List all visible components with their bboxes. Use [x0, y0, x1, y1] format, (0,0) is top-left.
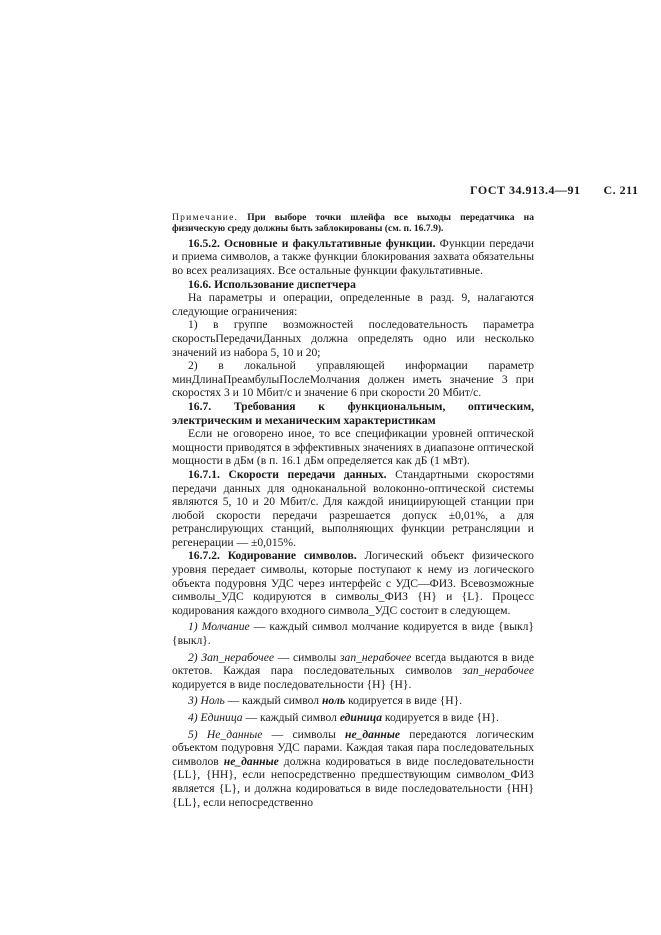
- section-16-5-2: [172, 237, 534, 278]
- section-text: Функции передачи и приема символов, а также функции блокирования захвата обязательны во всех реализациях. Все остальные функции факультативные.: [172, 236, 535, 277]
- section-text: Стандартными скоростями передачи данных для одноканальной волоконно-оптической системы являются 5, 10 и 20 Мбит/с. Для каждой инициирующей станции при любой скорости передачи разрешается допуск ±0,01%, а для ретранслирующих станций, выполняющих функции ретрансляции и регенерации — ±0,015%.: [172, 467, 534, 549]
- section-title: 16.7.1. Скорости передачи данных.: [188, 467, 387, 481]
- list-item-2: 2) Зап_нерабочее — символы зап_нерабочее всегда выдаются в виде октетов. Каждая пара последовательных символов зап_нерабочее кодируется в виде последовательности {H} {H}.: [172, 650, 534, 691]
- page-number: С. 211: [603, 183, 639, 197]
- section-16-6-item-1: 1) в группе возможностей последовательность параметра скоростьПередачиДанных должна определять одно или несколько значений из набора 5, 10 и 20;: [172, 318, 534, 359]
- body-text: [172, 212, 534, 809]
- section-16-7-text: Если не оговорено иное, то все спецификации уровней оптической мощности приводятся в эффективных значениях в диапазоне оптической мощности в дБм (в п. 16.1 дБм определяется как дБ (1 мВт).: [172, 427, 534, 468]
- section-16-7-2: [172, 549, 534, 617]
- section-title: 16.5.2. Основные и факультативные функции.: [188, 236, 436, 250]
- section-text: Логический объект физического уровня передает символы, которые поступают к нему из логического объекта подуровня УДС через интерфейс с УДС—ФИЗ. Всевозможные символы_УДС кодируются в символы_ФИЗ {H} и {L}. Процесс кодирования каждого входного символа_УДС состоит в следующем.: [172, 549, 534, 617]
- section-title: 16.7.2. Кодирование символов.: [188, 549, 357, 563]
- page-header: [470, 183, 650, 198]
- section-16-7-1: [172, 468, 534, 550]
- standard-number: ГОСТ 34.913.4—91: [470, 183, 581, 197]
- list-item-1: 1) Молчание — каждый символ молчание кодируется в виде {выкл} {выкл}.: [172, 620, 534, 648]
- note-label: Примечание.: [172, 212, 239, 223]
- list-item-4: 4) Единица — каждый символ единица кодируется в виде {H}.: [188, 711, 499, 724]
- section-16-6-item-2: 2) в локальной управляющей информации параметр минДлинаПреамбулыПослеМолчания должен иметь значение 3 при скоростях 3 и 10 Мбит/с и значение 6 при скорости 20 Мбит/с.: [172, 359, 534, 400]
- list-item-5: 5) Не_данные — символы не_данные передаются логическим объектом подуровня УДС парами. Каждая такая пара последовательных символов не_данные должна кодироваться в виде последовательности {LL}, {HH}, если непосредственно предшествующим символом_ФИЗ является {L}, и должна кодироваться в виде последовательности {HH} {LL}, если непосредственно: [172, 727, 535, 809]
- note-paragraph: [172, 212, 534, 235]
- list-item-3: 3) Ноль — каждый символ ноль кодируется в виде {H}.: [188, 694, 463, 708]
- section-16-6-title: 16.6. Использование диспетчера: [188, 277, 356, 291]
- note-text: При выборе точки шлейфа все выходы передатчика на физическую среду должны быть заблокированы (см. п. 16.7.9).: [172, 212, 534, 235]
- section-16-6-intro: На параметры и операции, определенные в разд. 9, налагаются следующие ограничения:: [172, 291, 534, 318]
- section-16-7-title: 16.7. Требования к функциональным, оптическим, электрическим и механическим характеристикам: [172, 399, 534, 427]
